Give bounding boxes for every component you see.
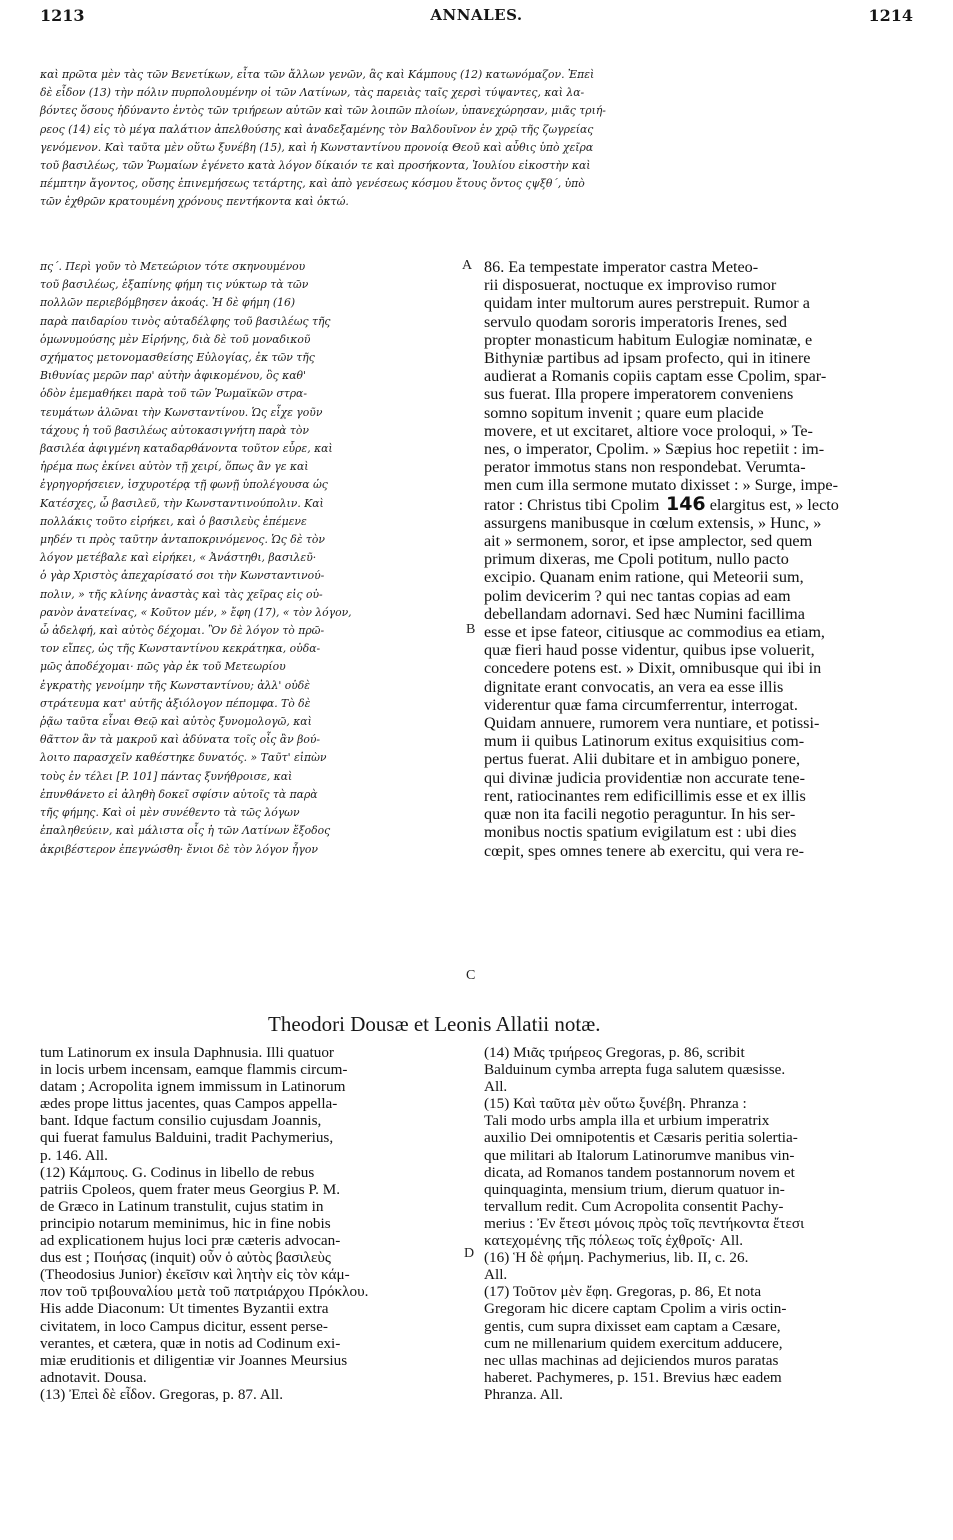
greek-left-line: τάχους ἡ τοῦ βασιλέως αὐτοκασιγνήτη παρὰ τὸν	[40, 423, 309, 437]
note-right-line: haberet. Pachymeres, p. 151. Brevius hæc eadem	[484, 1368, 782, 1386]
latin-line: qui divinæ judicia providentiæ non accurate tene-	[484, 768, 805, 787]
greek-left-line: ὦ ἀδελφή, καὶ αὐτὸς δέχομαι. Ὃν δὲ λόγον τὸ πρῶ-	[40, 624, 325, 638]
note-left-line: de Græco in Latinum transtulit, cujus statim in	[40, 1197, 324, 1215]
note-left-line: (13) Ἐπεὶ δὲ εἶδον. Gregoras, p. 87. All.	[40, 1385, 283, 1403]
notes-title: Theodori Dousæ et Leonis Allatii notæ.	[268, 1012, 601, 1036]
latin-line: nes, o imperator, Cpolim. » Sæpius hoc repetiit : im-	[484, 440, 825, 459]
note-right-line: All.	[484, 1078, 508, 1096]
note-right-line: cum ne millenarium quidem exercitum adducere,	[484, 1334, 783, 1352]
note-left-line: miæ eruditionis et diligentiæ vir Joannes Meursius	[40, 1351, 348, 1369]
note-left-line: adnotavit. Dousa.	[40, 1368, 147, 1386]
greek-left-line: τοῦ βασιλέως, ἐξαπίνης φήμη τις νύκτωρ τὰ τῶν	[40, 278, 309, 292]
greek-left-line: ἐγκρατὴς γενοίμην τῆς Κωνσταντίνου; ἀλλ' οὐδὲ	[40, 678, 311, 692]
latin-line: cœpit, spes omnes tenere ab exercitu, qui vera re-	[484, 841, 805, 860]
note-left-line: ædes prope littus jacentes, quas Campos appella-	[40, 1095, 338, 1113]
latin-line: perator immotus stans non respondebat. Verumta-	[484, 458, 806, 477]
greek-left-line: ὁ γὰρ Χριστὸς ἀπεχαρίσατό σοι τὴν Κωνσταντινού-	[40, 569, 325, 583]
note-right-line: quinquaginta, mensium trium, dierum quatuor in-	[484, 1180, 785, 1198]
latin-line: monibus noctis spatium evigilatum est : ubi dies	[484, 823, 797, 842]
greek-left-line: λοιτο παρασχεῖν καθέστηκε δυνατός. » Ταῦτ' εἰπὼν	[40, 751, 327, 765]
greek-top-line: ρεος (14) εἰς τὸ μέγα παλάτιον ἀπελθούσης καὶ ἀναδεξαμένης τὸν Βαλδουῖνον ἐν χρῷ τῆς ζωγρείας	[40, 122, 594, 136]
note-right-line: (14) Μιᾶς τριήρεος Gregoras, p. 86, scribit	[484, 1044, 745, 1061]
latin-line: sus fuerat. Illa propere imperatorem conveniens	[484, 385, 794, 404]
latin-line: polim devicerim ? qui nec tantas copias ad eam	[484, 586, 791, 605]
note-left-line: in locis urbem incensam, eamque flammis circum-	[40, 1061, 348, 1079]
greek-top-line: δὲ εἶδον (13) τὴν πόλιν πυρπολουμένην οἱ τῶν Λατίνων, τὰς παρειὰς ταῖς χερσὶ τύψαντες, καὶ λα-	[40, 86, 585, 100]
latin-line: concedere potens est. » Dixit, omnibusque qui ibi in	[484, 659, 822, 678]
greek-left-line: ἠρέμα πως ἐκίνει αὐτὸν τῇ χειρί, ὅπως ἂν γε καὶ	[40, 460, 309, 474]
greek-left-line: μῶς ἀποδέχομαι· πῶς γὰρ ἐκ τοῦ Μετεωρίου	[40, 660, 286, 674]
greek-left-line: ρανὸν ἀνατείνας, « Κοῦτον μέν, » ἔφη (17), « τὸν λόγον,	[40, 605, 352, 619]
note-right-line: Phranza. All.	[484, 1385, 563, 1403]
latin-line: quæ non ita facili negotio peraguntur. In his ser-	[484, 805, 796, 824]
latin-line: assurgens manibusque in cœlum extensis, » Hunc, »	[484, 513, 822, 532]
latin-line: quæ fieri haud posse videntur, quibus ipse voluerit,	[484, 641, 815, 660]
greek-left-line: τοὺς ἐν τέλει [P. 101] πάντας ξυνήθροισε, καὶ	[40, 769, 293, 783]
latin-line: Quidam annuere, rumorem vera nuntiare, et potissi-	[484, 714, 820, 733]
greek-left-line: ῥᾷω ταῦτα εἶναι Θεῷ καὶ αὐτὸς ξυνομολογῶ, καὶ	[40, 715, 312, 729]
greek-left-column	[40, 258, 352, 859]
running-title: ANNALES.	[430, 6, 523, 24]
greek-left-line: μηδέν τι πρὸς ταῦτην ἀνταποκρινόμενος. Ὡς δὲ τὸν	[40, 533, 325, 547]
note-left-line: dus est ; Ποιήσας (inquit) οὖν ὁ αὐτὸς βασιλεὺς	[40, 1249, 331, 1267]
latin-line: servulo quodam sororis imperatoris Irenes, sed	[484, 312, 787, 331]
note-left-line: qui fuerat famulus Balduini, tradit Pachymerius,	[40, 1129, 334, 1147]
latin-line: quidam inter multorum aures perstrepuit. Rumor a	[484, 294, 810, 313]
latin-line: Bithyniæ partibus ad ipsam profecto, qui in itinere	[484, 349, 811, 368]
latin-line: excipio. Quanam enim ratione, qui Meteorii sum,	[484, 568, 804, 587]
note-right-line: (17) Τοῦτον μὲν ἔφη. Gregoras, p. 86, Et nota	[484, 1283, 762, 1301]
margin-letter-b: B	[466, 622, 476, 637]
latin-line: movere, et ut excitaret, altiore voce proloqui, » Te-	[484, 421, 813, 440]
latin-line: propter monasticum habitum Eulogiæ nominatæ, e	[484, 330, 813, 349]
note-right-line: merius : Ἐν ἔτεσι μόνοις πρὸς τοῖς πεντήκοντα ἔτεσι	[484, 1214, 805, 1232]
greek-left-line: ὁμωνυμούσης μὲν Εἰρήνης, διὰ δὲ τοῦ μοναδικοῦ	[40, 332, 311, 346]
note-right-line: gentis, cum supra dixisset eam captam a Cæsare,	[484, 1317, 781, 1335]
latin-line: ait » sermonem, soror, et ipse amplector, sed quem	[484, 532, 813, 551]
greek-left-line: τευμάτων ἁλῶναι τὴν Κωνσταντίνου. Ὡς εἶχε γοῦν	[40, 405, 323, 419]
page-number-right: 1214	[868, 6, 913, 25]
greek-top-line: βόντες ὅσους ἠδύναντο ἐντὸς τῶν τριήρεων αὐτῶν καὶ τῶν λοιπῶν πλοίων, ὑπανεχώρησαν, μιᾶς τριή-	[40, 104, 606, 118]
note-left-line: ad explicationem hujus loci præ cæteris advocan-	[40, 1232, 341, 1250]
note-right-line: tervallum redit. Cum Acropolita consentit Pachy-	[484, 1197, 784, 1215]
greek-left-line: πολλῶν περιεβόμβησεν ἀκοάς. Ἡ δὲ φήμη (16)	[40, 296, 296, 310]
note-left-line: (12) Κάμπους. G. Codinus in libello de rebus	[40, 1163, 315, 1181]
latin-line: somno sopitum invenit ; quare eum placide	[484, 403, 764, 422]
latin-line: primum dixeras, me Cpoli potitum, nullo pacto	[484, 550, 789, 569]
greek-top-line: γενόμενον. Καὶ ταῦτα μὲν οὕτω ξυνέβη (15), καὶ ἡ Κωνσταντίνου προνοίᾳ Θεοῦ καὶ αὖθις ὑπὸ χεῖρα	[40, 140, 594, 154]
latin-line: viderentur quæ fama circumferrentur, interrogat.	[484, 695, 798, 714]
note-right-line: (16) Ἡ δὲ φήμη. Pachymerius, lib. II, c. 26.	[484, 1249, 749, 1267]
note-right-line: Gregoram hic dicere captam Cpolim a viris octin-	[484, 1300, 787, 1318]
greek-left-line: ἀκριβέστερον ἐπεγνώσθη· ἔνιοι δὲ τὸν λόγον ἦγον	[40, 842, 318, 856]
note-right-line: Balduinum cymba arrepta fuga salutem quæsisse.	[484, 1061, 786, 1079]
greek-left-line: πολλάκις τοῦτο εἰρήκει, καὶ ὁ βασιλεὺς ἐπέμενε	[40, 514, 307, 528]
note-right-line: Tali modo urbs ampla illa et urbium imperatrix	[484, 1112, 770, 1130]
greek-left-line: ὁδὸν ἐμεμαθήκει παρὰ τοῦ τῶν Ῥωμαϊκῶν στρα-	[40, 387, 308, 401]
margin-letter-a: A	[462, 258, 473, 273]
note-right-line: dicata, ad Romanos tandem postannorum novem et	[484, 1163, 795, 1181]
greek-left-line: θᾶττον ἂν τὰ μακροῦ καὶ ἀδύνατα τοῖς οἷς ἂν βού-	[40, 733, 321, 747]
greek-left-line: τον εἴπες, ὡς τῆς Κωνσταντίνου κεκράτηκα, οὐδα-	[40, 642, 321, 656]
greek-left-line: ἐγρηγορήσειεν, ἰσχυροτέρᾳ τῇ φωνῇ ὑπολέγουσα ὡς	[40, 478, 328, 492]
latin-line: debellandam adornavi. Sed hæc Numini facillima	[484, 604, 805, 623]
greek-top-line: τοῦ βασιλέως, τῶν Ῥωμαίων ἐγένετο κατὰ λόγον δίκαιόν τε καὶ προσήκοντα, Ἰουλίου εἰκοστὴν καὶ	[40, 159, 591, 173]
note-right-line: nec ullas machinas ad dejiciendos muros paratas	[484, 1351, 779, 1369]
note-right-line: All.	[484, 1266, 508, 1284]
note-right-line: auxilio Dei omnipotentis et Cæsaris peritia solertia-	[484, 1129, 798, 1147]
latin-line: 86. Ea tempestate imperator castra Meteo-	[484, 258, 759, 276]
note-left-line: bant. Idque factum consilio cujusdam Joannis,	[40, 1112, 322, 1130]
greek-left-line: σχήματος μετονομασθείσης Εὐλογίας, ἐκ τῶν τῆς	[40, 351, 315, 365]
greek-left-line: πς΄. Περὶ γοῦν τὸ Μετεώριον τότε σκηνουμένου	[40, 260, 306, 273]
running-header	[40, 6, 913, 28]
latin-line: rator : Christus tibi Cpolim 146 elargitus est, » lecto	[484, 492, 839, 515]
notes-right-column	[484, 1044, 804, 1403]
note-left-line: πον τοῦ τριβουναλίου μετὰ τοῦ πατριάρχου Πρόκλου.	[40, 1283, 369, 1301]
greek-left-line: πολιν, » τῆς κλίνης ἀναστὰς καὶ τὰς χεῖρας εἰς οὐ-	[40, 587, 323, 601]
greek-left-line: παρὰ παιδαρίου τινὸς αὐταδέλφης τοῦ βασιλέως τῆς	[40, 314, 331, 328]
greek-left-line: τῆς φήμης. Καὶ οἱ μὲν συνέθεντο τὰ τῶς λόγων	[40, 806, 300, 820]
latin-line: dignitate erant convocatis, an vera ea esse illis	[484, 677, 784, 696]
notes-left-column	[40, 1044, 368, 1403]
greek-top-line: καὶ πρῶτα μὲν τὰς τῶν Βενετίκων, εἶτα τῶν ἄλλων γενῶν, ἃς καὶ Κάμπους (12) κατωνόμαζον. Ἐπεὶ	[40, 68, 595, 81]
note-right-line: (15) Καὶ ταῦτα μὲν οὕτω ξυνέβη. Phranza :	[484, 1095, 747, 1113]
greek-left-line: Κατέσχες, ὦ βασιλεῦ, τὴν Κωνσταντινούπολιν. Καὶ	[40, 496, 324, 510]
note-left-line: p. 146. All.	[40, 1146, 108, 1164]
note-left-line: tum Latinorum ex insula Daphnusia. Illi quatuor	[40, 1044, 334, 1061]
greek-top-line: πέμπτην ἄγοντος, οὔσης ἐπινεμήσεως τετάρτης, καὶ ἀπὸ γενέσεως κόσμου ἔτους ὄντος ςψξθ΄, ὑπὸ	[40, 177, 585, 191]
note-left-line: (Theodosius Junior) ἐκεῖσιν καὶ λητὴν εἰς τὸν κάμ-	[40, 1266, 350, 1284]
note-left-line: civitatem, in loco Campus dicitur, essent perse-	[40, 1317, 328, 1335]
note-right-line: que militari ab Italorum Latinorumve manibus vin-	[484, 1146, 795, 1164]
note-left-line: datam ; Acropolita ignem immissum in Latinorum	[40, 1078, 346, 1096]
page-number-left: 1213	[40, 6, 85, 25]
page-marker: 146	[659, 492, 706, 515]
latin-line: mum ii quibus Latinorum exitus exquisitius com-	[484, 732, 805, 751]
latin-line: esse et ipse fateor, citiusque ac commodius ea etiam,	[484, 623, 825, 642]
note-right-line: κατεχομένης τῆς πόλεως τοῖς ἐχθροῖς· All.	[484, 1232, 744, 1250]
greek-top-line: τῶν ἐχθρῶν κρατουμένη χρόνους πεντήκοντα καὶ ὀκτώ.	[40, 195, 349, 209]
greek-left-line: ἐπαληθεύειν, καὶ μάλιστα οἷς ἡ τῶν Λατίνων ἔξοδος	[40, 824, 331, 838]
note-left-line: patriis Cpoleos, quem frater meus Georgius P. M.	[40, 1180, 341, 1198]
note-left-line: principio notarum meminimus, hic in fine nobis	[40, 1214, 331, 1232]
greek-left-line: στράτευμα κατ' αὐτῆς ἀξιόλογον πέπομφα. Τὸ δὲ	[40, 696, 311, 710]
latin-line: rent, ratiocinantes rem edificillimis esse et ex illis	[484, 786, 806, 805]
latin-line: men cum illa sermone mutato dixisset : » Surge, impe-	[484, 476, 838, 495]
latin-right-column	[484, 258, 839, 860]
greek-top-paragraph	[40, 66, 606, 212]
margin-letter-d: D	[464, 1246, 475, 1261]
note-left-line: verantes, et cætera, quæ in notis ad Codinum exi-	[40, 1334, 341, 1352]
latin-line: rii disposuerat, noctuque ex improviso rumor	[484, 276, 777, 295]
greek-left-line: βασιλέα ἀφιγμένη καταδαρθάνοντα τοῦτον εὗρε, καὶ	[40, 442, 333, 456]
margin-letter-c: C	[466, 968, 476, 983]
greek-left-line: Βιθυνίας μερῶν παρ' αὐτὴν ἀφικομένου, ὃς καθ'	[40, 369, 306, 383]
greek-left-line: λόγον μετέβαλε καὶ εἰρήκει, « Ἀνάστηθι, βασιλεῦ·	[40, 551, 317, 565]
page-marker-continuation: elargitus est, » lecto	[705, 495, 839, 514]
note-left-line: His adde Diaconum: Ut timentes Byzantii extra	[40, 1300, 329, 1318]
greek-left-line: ἐπυνθάνετο εἰ ἀληθὴ δοκεῖ σφίσιν αὐτοῖς τὰ παρὰ	[40, 787, 318, 801]
latin-line: audierat a Romanis copiis captam esse Cpolim, spar-	[484, 367, 827, 386]
latin-line: pertus fuerat. Alii dubitare et in ambiguo ponere,	[484, 750, 801, 769]
